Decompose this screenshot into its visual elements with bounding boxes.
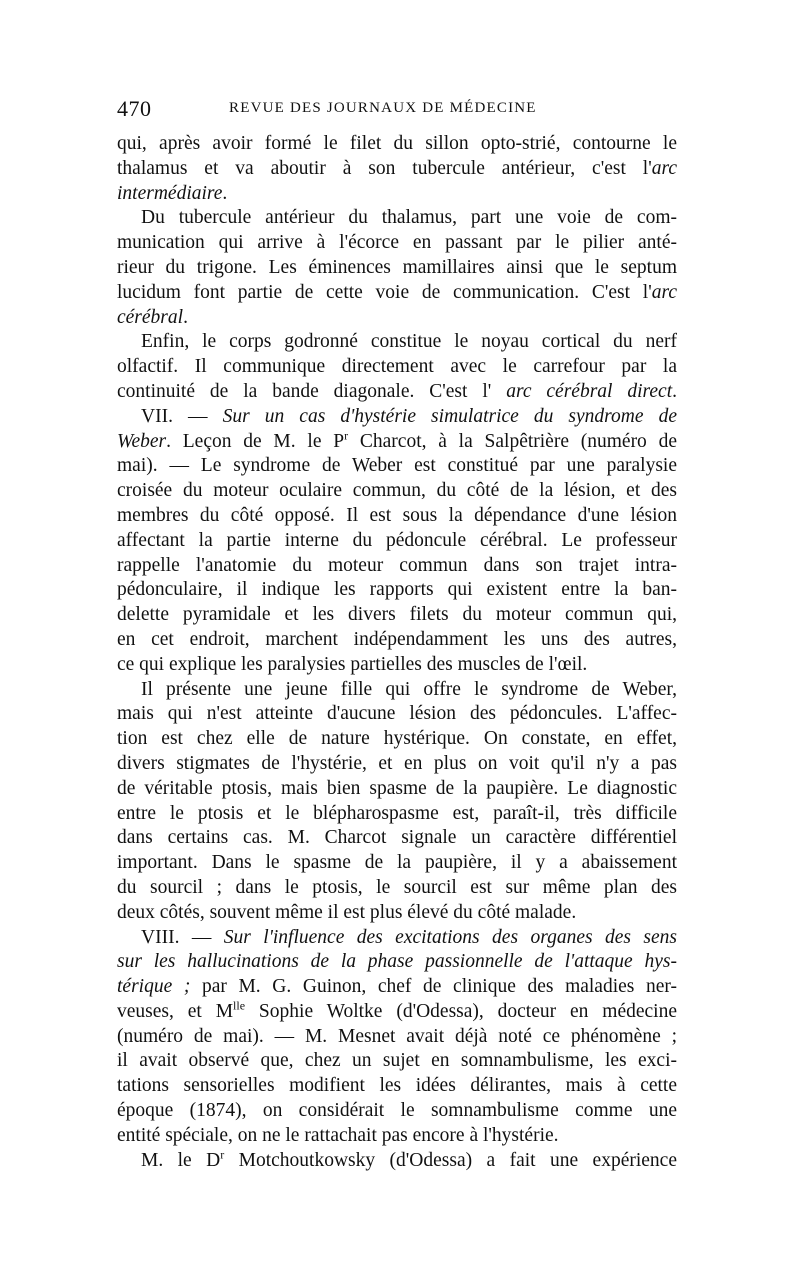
text-line <box>117 554 677 579</box>
text-line <box>117 777 677 802</box>
text-line <box>117 1099 677 1124</box>
text-segment: du sourcil ; dans le ptosis, le sourcil est sur même plan des <box>117 876 677 898</box>
superscript-text: lle <box>233 999 246 1013</box>
text-segment: lucidum font partie de cette voie de communication. C'est l' <box>117 281 652 303</box>
italic-text: Sur l'influence des excitations des organes des sens <box>223 926 677 948</box>
superscript-text: r <box>344 429 349 443</box>
text-segment: continuité de la bande diagonale. C'est l' <box>117 380 507 402</box>
text-segment: . <box>672 380 677 402</box>
text-segment: ce qui explique les paralysies partielles des muscles de l'œil. <box>117 653 588 675</box>
text-segment: mai). — Le syndrome de Weber est constitué par une paralysie <box>117 455 677 477</box>
text-line <box>117 1000 677 1025</box>
text-segment: Enfin, le corps godronné constitue le noyau cortical du nerf <box>141 331 677 353</box>
text-line <box>117 752 677 777</box>
text-line <box>117 256 677 281</box>
text-line <box>117 802 677 827</box>
text-line <box>117 678 677 703</box>
text-line <box>117 479 677 504</box>
text-line <box>117 1025 677 1050</box>
text-line <box>117 851 677 876</box>
superscript-text: r <box>220 1148 225 1162</box>
text-segment: veuses, et M <box>117 1000 234 1022</box>
text-segment: Il présente une jeune fille qui offre le syndrome de Weber, <box>141 678 677 700</box>
text-line <box>117 628 677 653</box>
text-segment: Charcot, à la Salpêtrière (numéro de <box>348 430 677 452</box>
text-segment: . <box>183 306 188 328</box>
text-segment: olfactif. Il communique directement avec le carrefour par la <box>117 356 677 378</box>
text-segment: VIII. — <box>141 926 224 948</box>
text-segment: delette pyramidale et les divers filets du moteur commun qui, <box>117 604 677 626</box>
italic-text: sur les hallucinations de la phase passionnelle de l'attaque hys- <box>117 951 677 973</box>
text-segment: époque (1874), on considérait le somnambulisme comme une <box>117 1100 677 1122</box>
running-head: REVUE DES JOURNAUX DE MÉDECINE <box>229 100 537 116</box>
italic-text: arc <box>651 281 677 303</box>
text-line <box>117 950 677 975</box>
text-segment: il avait observé que, chez un sujet en somnambulisme, les exci- <box>117 1050 677 1072</box>
text-line <box>117 504 677 529</box>
text-line <box>117 702 677 727</box>
text-segment: en cet endroit, marchent indépendamment les uns des autres, <box>117 628 677 650</box>
text-line <box>117 132 677 157</box>
text-segment: pédonculaire, il indique les rapports qui existent entre la ban- <box>117 579 677 601</box>
text-segment: important. Dans le spasme de la paupière, il y a abaissement <box>117 852 677 874</box>
text-line <box>117 306 677 331</box>
text-segment: Motchoutkowsky (d'Odessa) a fait une expérience <box>224 1149 677 1171</box>
text-segment: affectant la partie interne du pédoncule cérébral. Le professeur <box>117 529 677 551</box>
text-line <box>117 975 677 1000</box>
text-line <box>117 330 677 355</box>
italic-text: intermédiaire <box>117 182 223 204</box>
text-segment: mais qui n'est atteinte d'aucune lésion des pédoncules. L'affec- <box>117 703 677 725</box>
text-segment: entre le ptosis et le blépharospasme est, paraît-il, très difficile <box>117 802 677 824</box>
text-segment: VII. — <box>141 405 223 427</box>
text-segment: rieur du trigone. Les éminences mamillaires ainsi que le septum <box>117 256 677 278</box>
text-segment: croisée du moteur oculaire commun, du côté de la lésion, et des <box>117 480 677 502</box>
text-segment: thalamus et va aboutir à son tubercule antérieur, c'est l' <box>117 157 652 179</box>
text-segment: entité spéciale, on ne le rattachait pas encore à l'hystérie. <box>117 1124 559 1146</box>
italic-text: Sur un cas d'hystérie simulatrice du syndrome de <box>222 405 677 427</box>
page-number: 470 <box>117 96 152 121</box>
text-line <box>117 529 677 554</box>
text-line <box>117 1149 677 1174</box>
text-line <box>117 901 677 926</box>
text-line <box>117 405 677 430</box>
text-segment: . <box>222 182 228 204</box>
text-line <box>117 926 677 951</box>
text-line <box>117 1074 677 1099</box>
text-line <box>117 380 677 405</box>
text-line <box>117 206 677 231</box>
text-line <box>117 826 677 851</box>
italic-text: Weber <box>117 430 167 452</box>
body-text <box>117 132 677 1173</box>
text-segment: de véritable ptosis, mais bien spasme de la paupière. Le diagnostic <box>117 777 677 799</box>
text-line <box>117 430 677 455</box>
text-segment: . Leçon de M. le P <box>166 430 345 452</box>
text-line <box>117 603 677 628</box>
text-line <box>117 355 677 380</box>
text-segment: tations sensorielles modifient les idées délirantes, mais à cette <box>117 1075 677 1097</box>
text-line <box>117 578 677 603</box>
text-line <box>117 876 677 901</box>
text-segment: Sophie Woltke (d'Odessa), docteur en médecine <box>245 1000 677 1022</box>
text-segment: munication qui arrive à l'écorce en passant par le pilier anté- <box>117 232 677 254</box>
text-segment: deux côtés, souvent même il est plus élevé du côté malade. <box>117 901 577 923</box>
italic-text: cérébral <box>117 306 184 328</box>
text-segment: divers stigmates de l'hystérie, et en plus on voit qu'il n'y a pas <box>117 752 677 774</box>
text-segment: membres du côté opposé. Il est sous la dépendance d'une lésion <box>117 504 677 526</box>
text-segment: M. le D <box>141 1149 221 1171</box>
page-header <box>117 96 677 122</box>
text-segment: (numéro de mai). — M. Mesnet avait déjà noté ce phénomène ; <box>117 1025 677 1047</box>
text-segment: par M. G. Guinon, chef de clinique des maladies ner- <box>190 976 677 998</box>
text-line <box>117 653 677 678</box>
text-segment: qui, après avoir formé le filet du sillon opto-strié, contourne le <box>117 133 677 154</box>
text-line <box>117 231 677 256</box>
text-line <box>117 1049 677 1074</box>
italic-text: térique ; <box>117 976 191 998</box>
text-line <box>117 454 677 479</box>
text-line <box>117 157 677 182</box>
text-line <box>117 182 677 207</box>
text-segment: tion est chez elle de nature hystérique. On constate, en effet, <box>117 728 677 750</box>
text-line <box>117 727 677 752</box>
text-line <box>117 1124 677 1149</box>
text-segment: dans certains cas. M. Charcot signale un caractère différentiel <box>117 827 677 849</box>
text-segment: rappelle l'anatomie du moteur commun dans son trajet intra- <box>117 554 677 576</box>
text-segment: Du tubercule antérieur du thalamus, part une voie de com- <box>141 207 677 229</box>
text-line <box>117 281 677 306</box>
italic-text: arc <box>651 157 677 179</box>
italic-text: arc cérébral direct <box>506 380 673 402</box>
